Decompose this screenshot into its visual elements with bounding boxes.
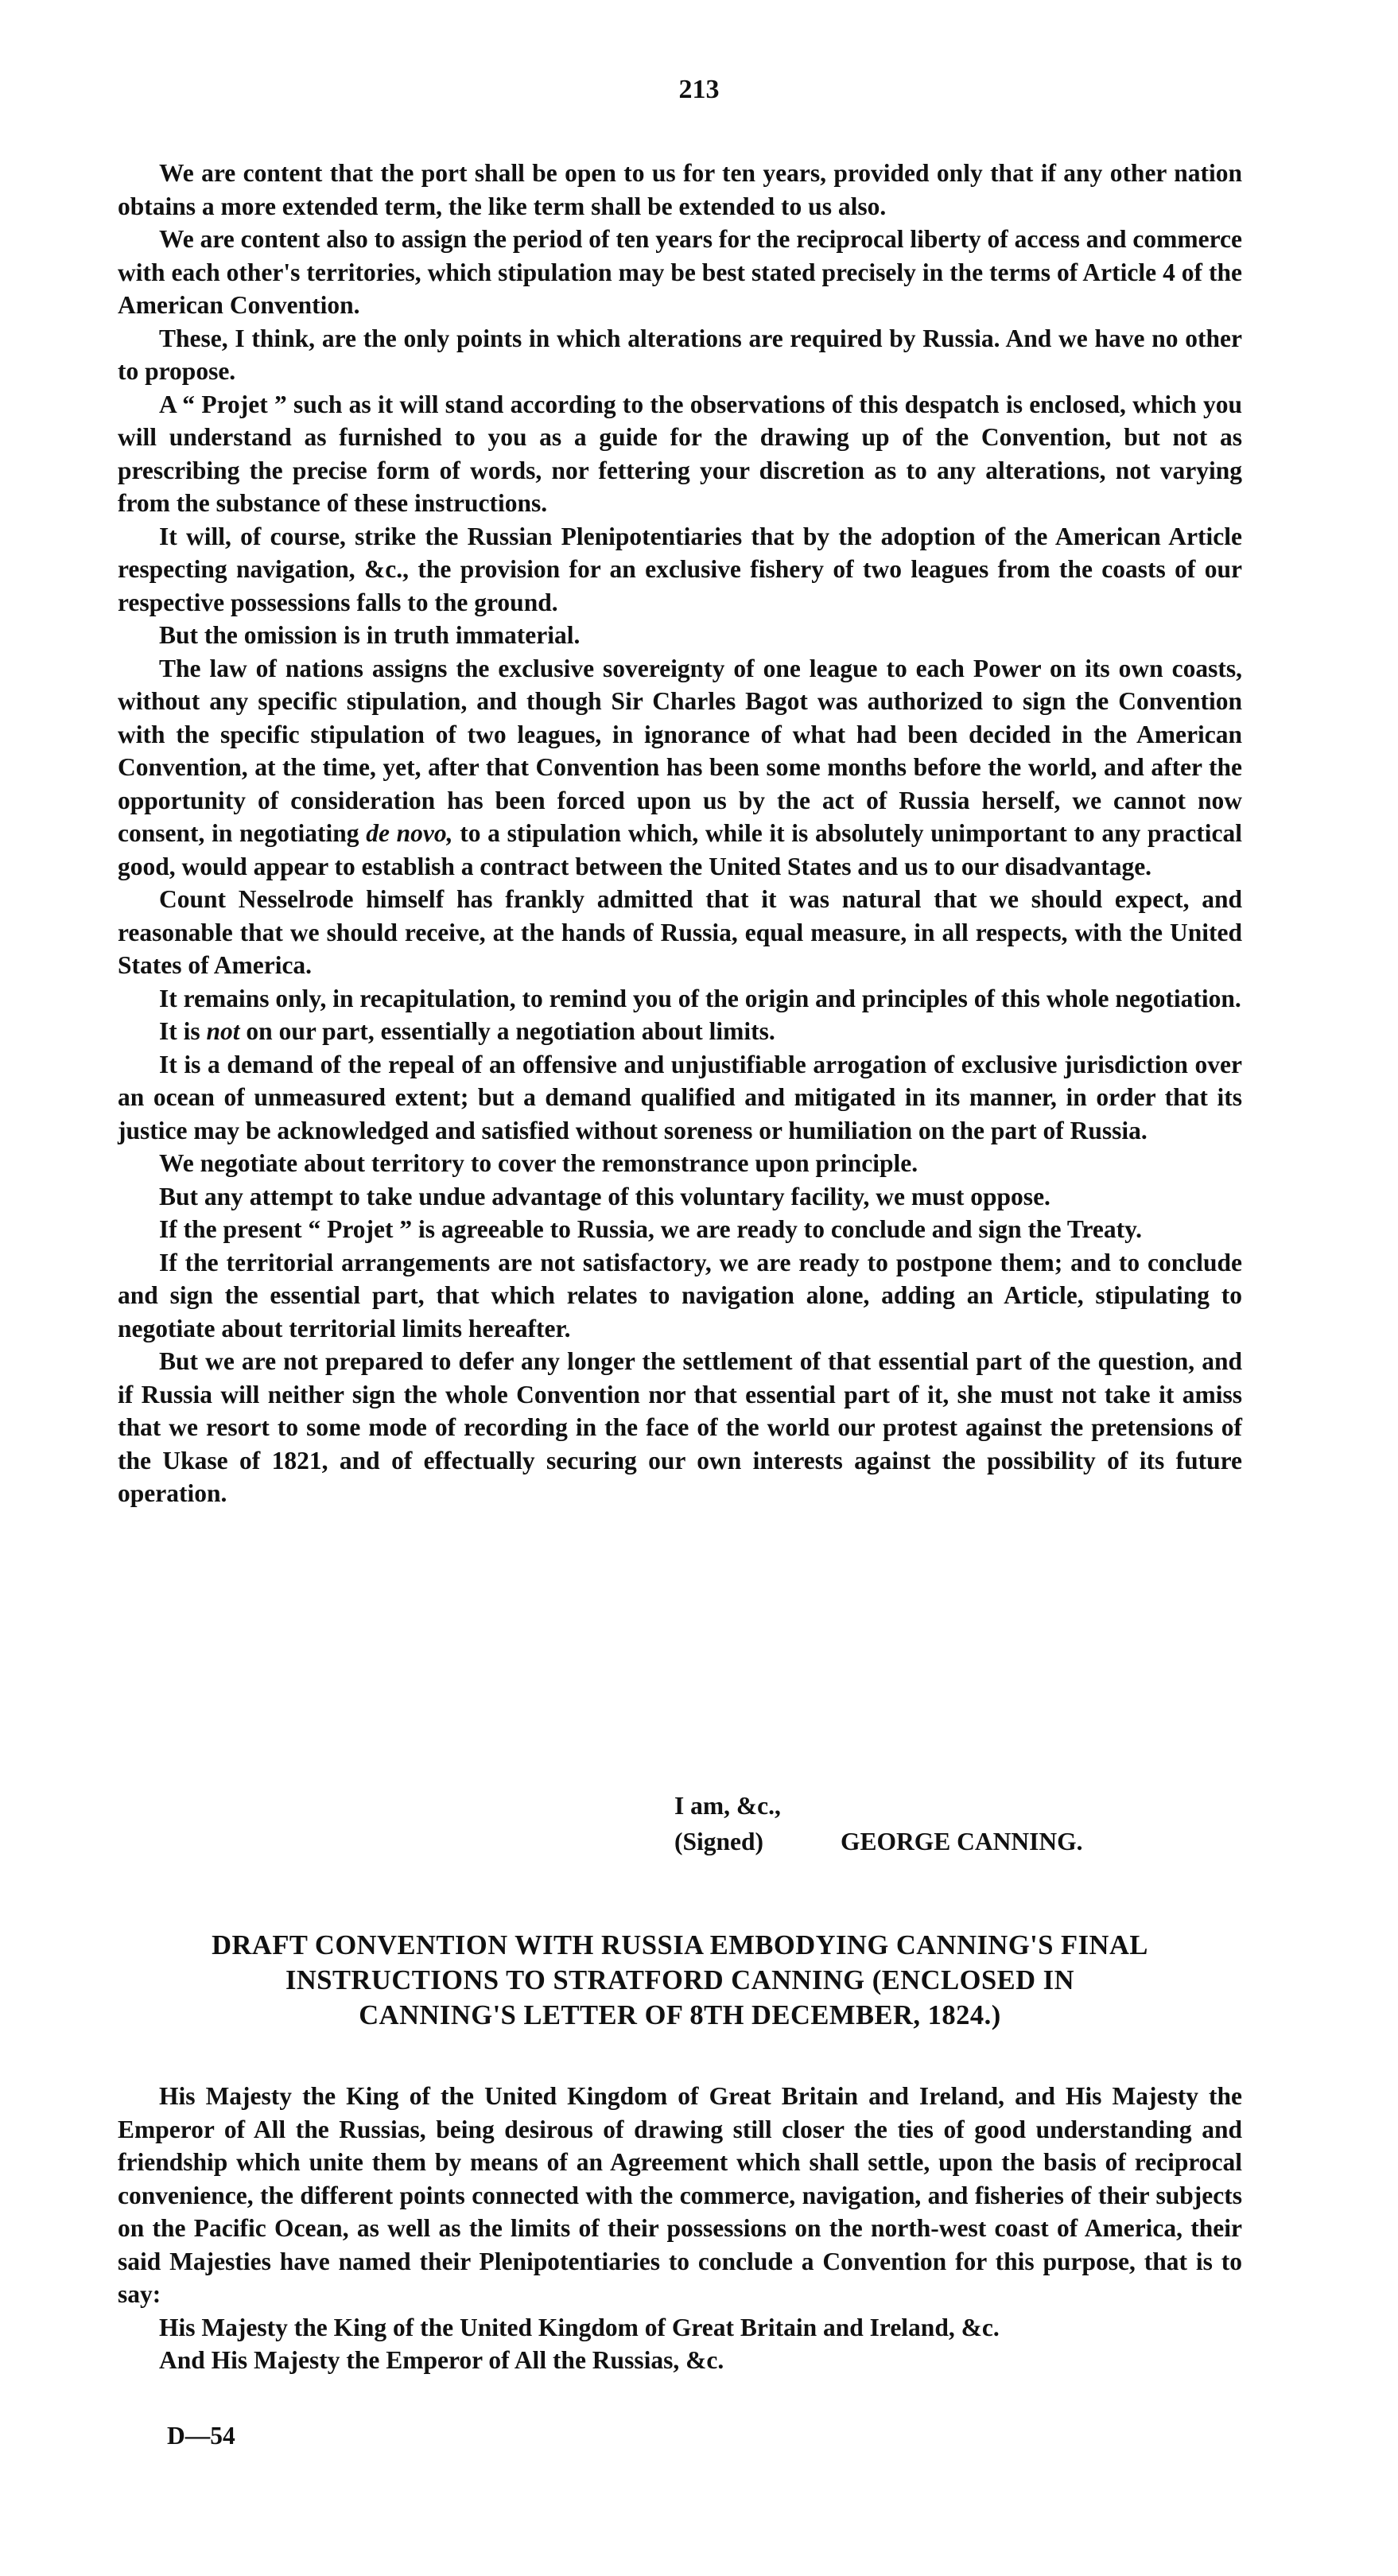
paragraph: A “ Projet ” such as it will stand according to the observations of this despatch is enclosed, which you will understand as furnished to you as a guide for the drawing up of the Convention, but not as prescribing the precise form of words, nor fettering your discretion as to any alterations, not varying from the substance of these instructions.	[118, 390, 1242, 517]
signature-mark: D—54	[167, 2422, 235, 2450]
heading-line: DRAFT CONVENTION WITH RUSSIA EMBODYING CANNING'S FINAL	[212, 1930, 1148, 1960]
paragraph-text: on our part, essentially a negotiation about limits.	[246, 1017, 775, 1045]
signatory-name: GEORGE CANNING.	[841, 1828, 1083, 1855]
letter-body	[118, 157, 1242, 1510]
paragraph: If the present “ Projet ” is agreeable to Russia, we are ready to conclude and sign the Treaty.	[159, 1215, 1143, 1243]
paragraph: And His Majesty the Emperor of All the Russias, &c.	[159, 2346, 724, 2374]
convention-text	[118, 2080, 1242, 2377]
paragraph-text: to a stipulation which, while it is absolutely unimportant to any practical good, would appear to establish a contract between the United States and us to our disadvantage.	[118, 819, 1243, 880]
italic-phrase: not	[206, 1017, 240, 1045]
paragraph: But we are not prepared to defer any longer the settlement of that essential part of the question, and if Russia will neither sign the whole Convention nor that essential part of it, she must not take it amiss that we resort to some mode of recording in the face of the world our protest against the pretensions of the Ukase of 1821, and of effectually securing our own interests against the possibility of its future operation.	[118, 1347, 1242, 1507]
paragraph: His Majesty the King of the United Kingdom of Great Britain and Ireland, and His Majesty the Emperor of All the Russias, being desirous of drawing still closer the ties of good understanding and friendship which unite them by means of an Agreement which shall settle, upon the basis of reciprocal convenience, the different points connected with the commerce, navigation, and fisheries of their subjects on the Pacific Ocean, as well as the limits of their possessions on the north-west coast of America, their said Majesties have named their Plenipotentiaries to conclude a Convention for this purpose, that is to say:	[118, 2082, 1242, 2308]
page-number: 213	[678, 75, 720, 104]
paragraph: But any attempt to take undue advantage of this voluntary facility, we must oppose.	[159, 1182, 1050, 1210]
salutation: I am, &c.,	[674, 1792, 781, 1820]
heading-line: INSTRUCTIONS TO STRATFORD CANNING (ENCLOSED IN	[285, 1965, 1075, 1995]
paragraph	[118, 1015, 1242, 1048]
paragraph-text: It is	[159, 1017, 200, 1045]
paragraph: It is a demand of the repeal of an offensive and unjustifiable arrogation of exclusive jurisdiction over an ocean of unmeasured extent; but a demand qualified and mitigated in its manner, in order that its justice may be acknowledged and satisfied without soreness or humiliation on the part of Russia.	[118, 1050, 1242, 1144]
paragraph: His Majesty the King of the United Kingdom of Great Britain and Ireland, &c.	[159, 2313, 1000, 2341]
paragraph-text: The law of nations assigns the exclusive sovereignty of one league to each Power on its own coasts, without any specific stipulation, and though Sir Charles Bagot was authorized to sign the Convention with the specific stipulation of two leagues, in ignorance of what had been decided in the American Convention, at the time, yet, after that Convention has been some months before the world, and after the opportunity of consideration has been forced upon us by the act of Russia herself, we cannot now consent, in negotiating	[118, 654, 1242, 847]
paragraph: We are content that the port shall be open to us for ten years, provided only that if any other nation obtains a more extended term, the like term shall be extended to us also.	[118, 159, 1242, 220]
paragraph: Count Nesselrode himself has frankly admitted that it was natural that we should expect, and reasonable that we should receive, at the hands of Russia, equal measure, in all respects, with the United States of America.	[118, 885, 1242, 979]
paragraph: But the omission is in truth immaterial.	[159, 621, 581, 649]
paragraph: We negotiate about territory to cover the remonstrance upon principle.	[159, 1149, 918, 1177]
paragraph: We are content also to assign the period of ten years for the reciprocal liberty of access and commerce with each other's territories, which stipulation may be best stated precisely in the terms of Article 4 of the American Convention.	[118, 225, 1242, 319]
paragraph: If the territorial arrangements are not satisfactory, we are ready to postpone them; and to conclude and sign the essential part, that which relates to navigation alone, adding an Article, stipulating to negotiate about territorial limits hereafter.	[118, 1248, 1242, 1342]
paragraph: These, I think, are the only points in which alterations are required by Russia. And we have no other to propose.	[118, 324, 1242, 385]
paragraph: It will, of course, strike the Russian Plenipotentiaries that by the adoption of the American Article respecting navigation, &c., the provision for an exclusive fishery of two leagues from the coasts of our respective possessions falls to the ground.	[118, 522, 1242, 616]
paragraph	[118, 652, 1242, 884]
signed-label: (Signed)	[674, 1828, 764, 1855]
italic-phrase: de novo,	[366, 819, 453, 847]
paragraph: It remains only, in recapitulation, to remind you of the origin and principles of this whole negotiation.	[159, 984, 1241, 1012]
section-heading	[118, 1928, 1242, 2033]
heading-line: CANNING'S LETTER OF 8TH DECEMBER, 1824.)	[359, 2000, 1001, 2030]
